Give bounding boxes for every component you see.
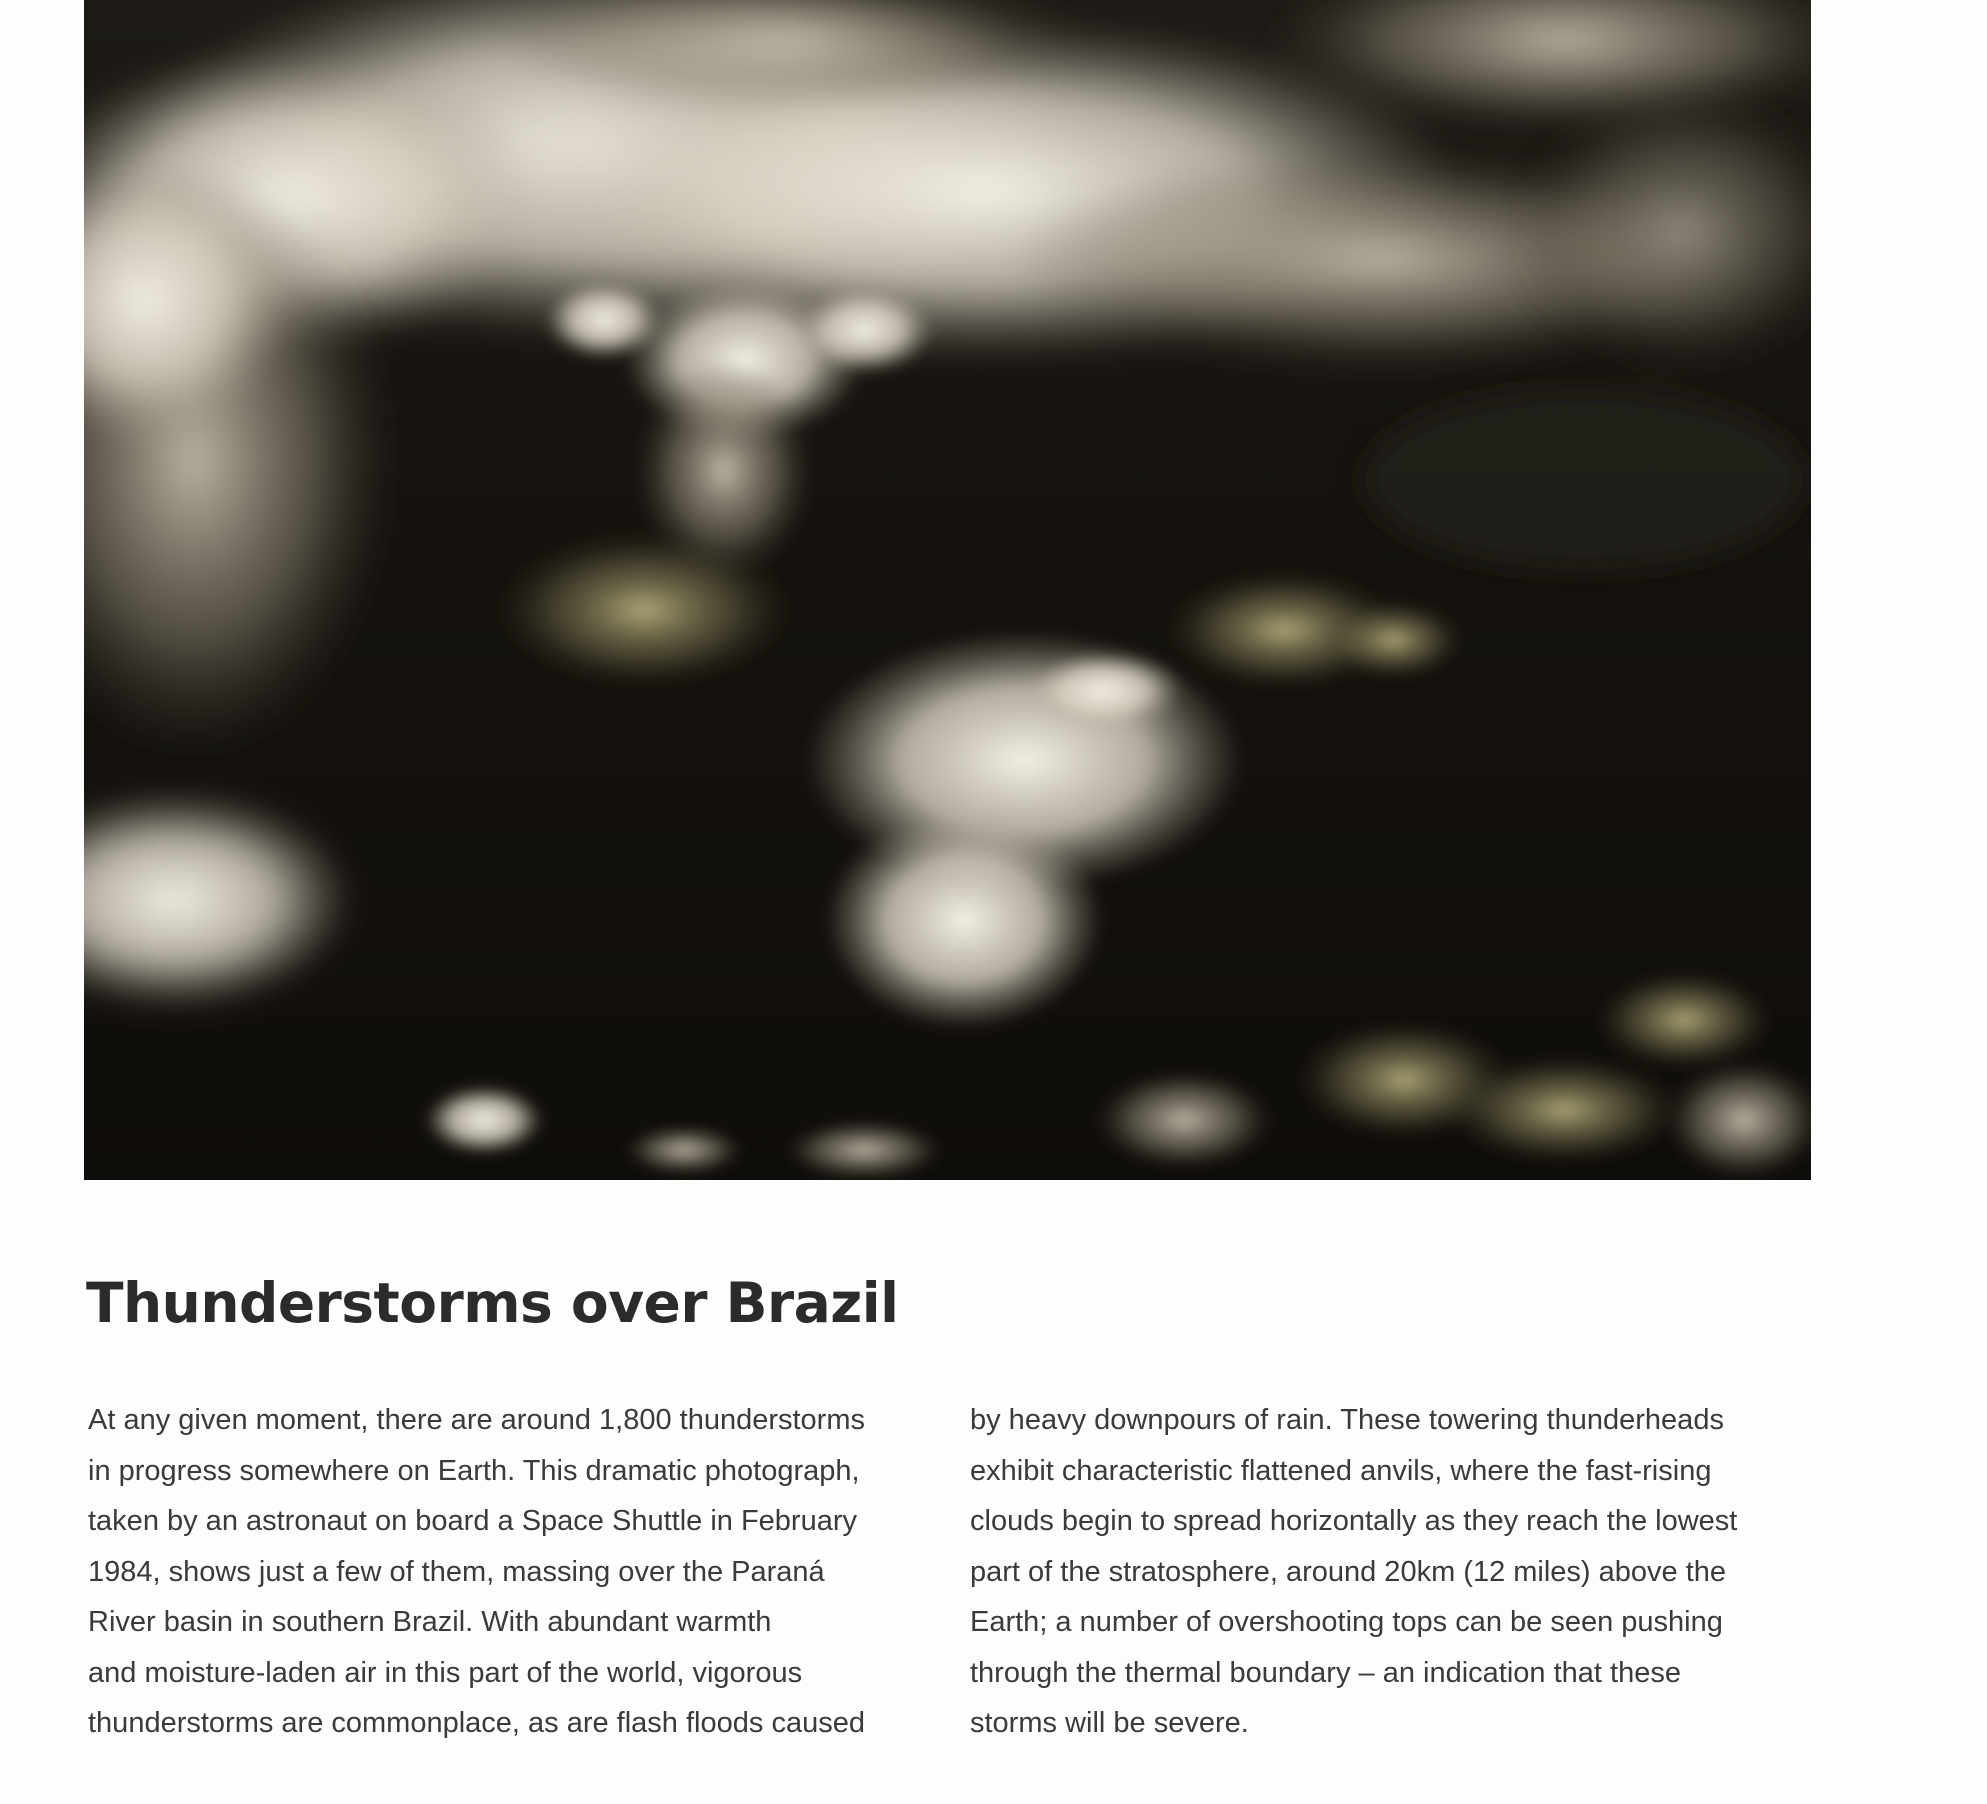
body-line: 1984, shows just a few of them, massing over the Paraná (88, 1555, 825, 1588)
body-line: Earth; a number of overshooting tops can be seen pushing (970, 1606, 1723, 1638)
body-line: River basin in southern Brazil. With abundant warmth (88, 1606, 772, 1638)
body-column-right (970, 1395, 1830, 1749)
body-line: At any given moment, there are around 1,800 thunderstorms (88, 1404, 865, 1436)
body-line: exhibit characteristic flattened anvils, where the fast-rising (970, 1454, 1712, 1487)
body-line: part of the stratosphere, around 20km (12 miles) above the (970, 1555, 1727, 1588)
body-line: and moisture-laden air in this part of the world, vigorous (88, 1656, 803, 1689)
body-line: through the thermal boundary – an indication that these (970, 1656, 1681, 1689)
body-column-left (88, 1395, 948, 1749)
body-line: by heavy downpours of rain. These towering thunderheads (970, 1404, 1724, 1436)
body-line: clouds begin to spread horizontally as they reach the lowest (970, 1505, 1738, 1537)
article-title: Thunderstorms over Brazil (86, 1271, 899, 1335)
thunderstorm-photo (84, 0, 1811, 1180)
body-line: taken by an astronaut on board a Space Shuttle in February (88, 1505, 857, 1537)
body-line: thunderstorms are commonplace, as are flash floods caused (88, 1707, 865, 1739)
body-line: in progress somewhere on Earth. This dramatic photograph, (88, 1454, 860, 1487)
body-line: storms will be severe. (970, 1707, 1249, 1739)
